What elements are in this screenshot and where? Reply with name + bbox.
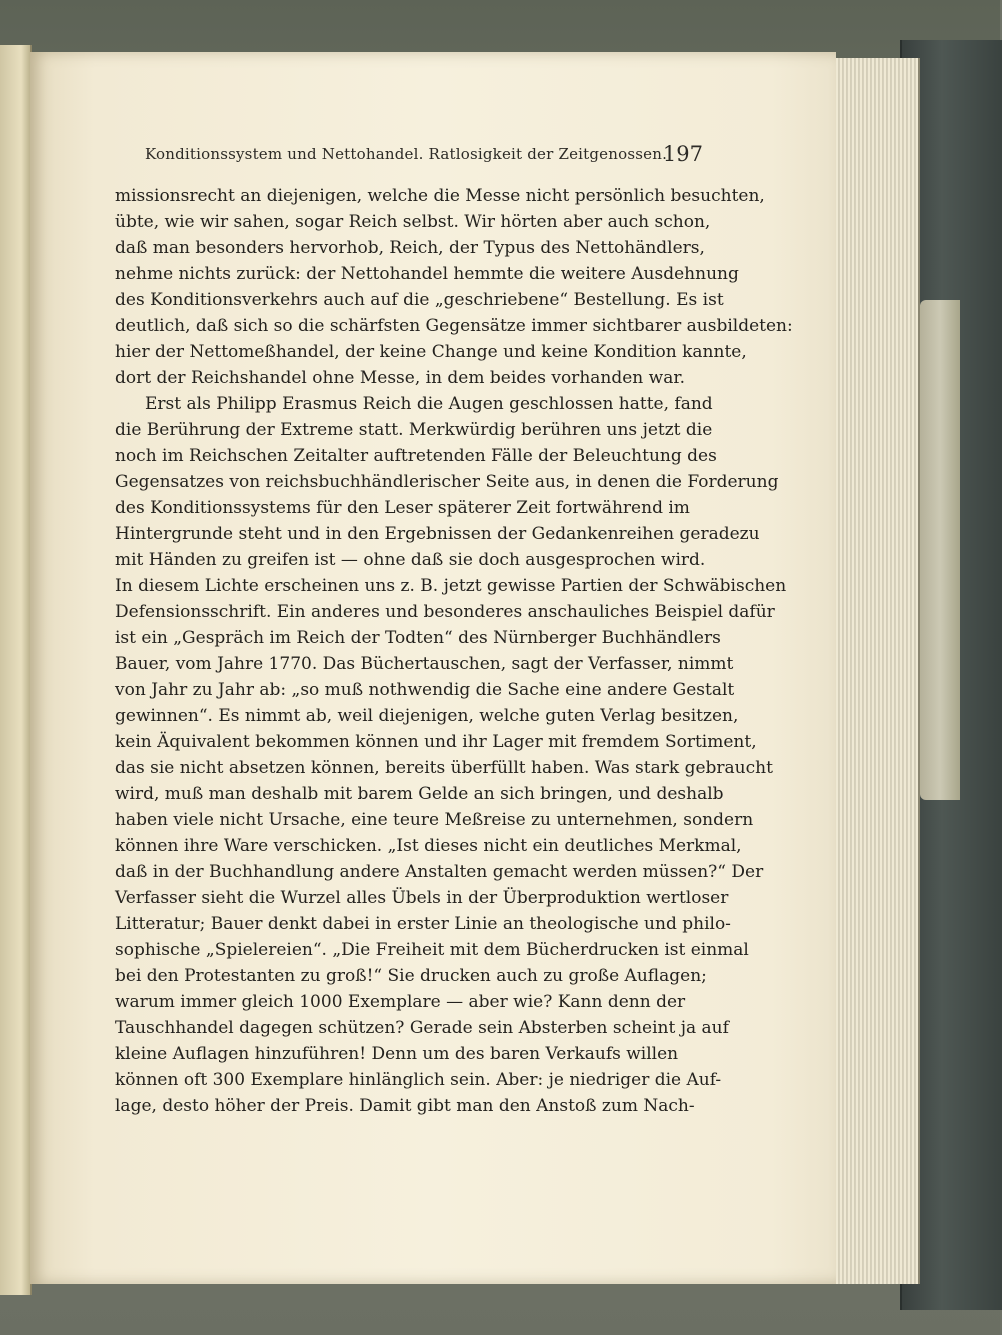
text-line: Defensionsschrift. Ein anderes und besonderes anschauliches Beispiel dafür bbox=[115, 602, 775, 622]
text-line: hier der Nettomeßhandel, der keine Change und keine Kondition kannte, bbox=[115, 342, 747, 362]
body-text bbox=[115, 183, 793, 1119]
text-line: die Berührung der Extreme statt. Merkwürdig berühren uns jetzt die bbox=[115, 420, 713, 440]
text-line: Bauer, vom Jahre 1770. Das Büchertauschen, sagt der Verfasser, nimmt bbox=[115, 654, 734, 674]
text-line: Tauschhandel dagegen schützen? Gerade sein Absterben scheint ja auf bbox=[115, 1018, 729, 1038]
text-line: das sie nicht absetzen können, bereits überfüllt haben. Was stark gebraucht bbox=[115, 758, 773, 778]
text-line: deutlich, daß sich so die schärfsten Gegensätze immer sichtbarer ausbildeten: bbox=[115, 316, 793, 336]
text-line: sophische „Spielereien“. „Die Freiheit mit dem Bücherdrucken ist einmal bbox=[115, 940, 749, 960]
text-line: Hintergrunde steht und in den Ergebnissen der Gedankenreihen geradezu bbox=[115, 524, 760, 544]
text-line: wird, muß man deshalb mit barem Gelde an sich bringen, und deshalb bbox=[115, 784, 724, 804]
text-line: noch im Reichschen Zeitalter auftretenden Fälle der Beleuchtung des bbox=[115, 446, 717, 466]
page-number: 197 bbox=[662, 142, 703, 166]
text-line: können ihre Ware verschicken. „Ist dieses nicht ein deutliches Merkmal, bbox=[115, 836, 742, 856]
page-stack-edges bbox=[832, 58, 920, 1284]
text-line: können oft 300 Exemplare hinlänglich sein. Aber: je niedriger die Auf- bbox=[115, 1070, 722, 1090]
facing-page-edge bbox=[0, 45, 32, 1295]
text-line: In diesem Lichte erscheinen uns z. B. jetzt gewisse Partien der Schwäbischen bbox=[115, 576, 787, 596]
text-line: kleine Auflagen hinzuführen! Denn um des baren Verkaufs willen bbox=[115, 1044, 679, 1064]
cover-torn-paper bbox=[920, 300, 960, 800]
text-line: des Konditionssystems für den Leser späterer Zeit fortwährend im bbox=[115, 498, 690, 518]
text-line: lage, desto höher der Preis. Damit gibt man den Anstoß zum Nach- bbox=[115, 1096, 695, 1116]
text-line: Erst als Philipp Erasmus Reich die Augen geschlossen hatte, fand bbox=[145, 394, 713, 414]
text-line: haben viele nicht Ursache, eine teure Meßreise zu unternehmen, sondern bbox=[115, 810, 754, 830]
text-line: übte, wie wir sahen, sogar Reich selbst. Wir hörten aber auch schon, bbox=[115, 212, 711, 232]
text-line: dort der Reichshandel ohne Messe, in dem beides vorhanden war. bbox=[115, 368, 685, 388]
text-line: mit Händen zu greifen ist — ohne daß sie doch ausgesprochen wird. bbox=[115, 550, 706, 570]
text-line: gewinnen“. Es nimmt ab, weil diejenigen, welche guten Verlag besitzen, bbox=[115, 706, 739, 726]
text-line: missionsrecht an diejenigen, welche die Messe nicht persönlich besuchten, bbox=[115, 186, 765, 206]
text-line: von Jahr zu Jahr ab: „so muß nothwendig die Sache eine andere Gestalt bbox=[115, 680, 735, 700]
text-line: Gegensatzes von reichsbuchhändlerischer Seite aus, in denen die Forderung bbox=[115, 472, 779, 492]
text-line: Litteratur; Bauer denkt dabei in erster Linie an theologische und philo- bbox=[115, 914, 731, 934]
text-line: warum immer gleich 1000 Exemplare — aber wie? Kann denn der bbox=[115, 992, 686, 1012]
text-line: kein Äquivalent bekommen können und ihr Lager mit fremdem Sortiment, bbox=[115, 732, 757, 752]
text-line: daß man besonders hervorhob, Reich, der Typus des Nettohändlers, bbox=[115, 238, 705, 258]
text-line: ist ein „Gespräch im Reich der Todten“ des Nürnberger Buchhändlers bbox=[115, 628, 721, 648]
text-line: daß in der Buchhandlung andere Anstalten gemacht werden müssen?“ Der bbox=[115, 862, 764, 882]
text-line: des Konditionsverkehrs auch auf die „geschriebene“ Bestellung. Es ist bbox=[115, 290, 724, 310]
text-line: Verfasser sieht die Wurzel alles Übels in der Überproduktion wertloser bbox=[115, 888, 729, 908]
text-line: nehme nichts zurück: der Nettohandel hemmte die weitere Ausdehnung bbox=[115, 264, 739, 284]
text-line: bei den Protestanten zu groß!“ Sie drucken auch zu große Auflagen; bbox=[115, 966, 707, 986]
running-head: Konditionssystem und Nettohandel. Ratlosigkeit der Zeitgenossen. bbox=[145, 145, 668, 163]
